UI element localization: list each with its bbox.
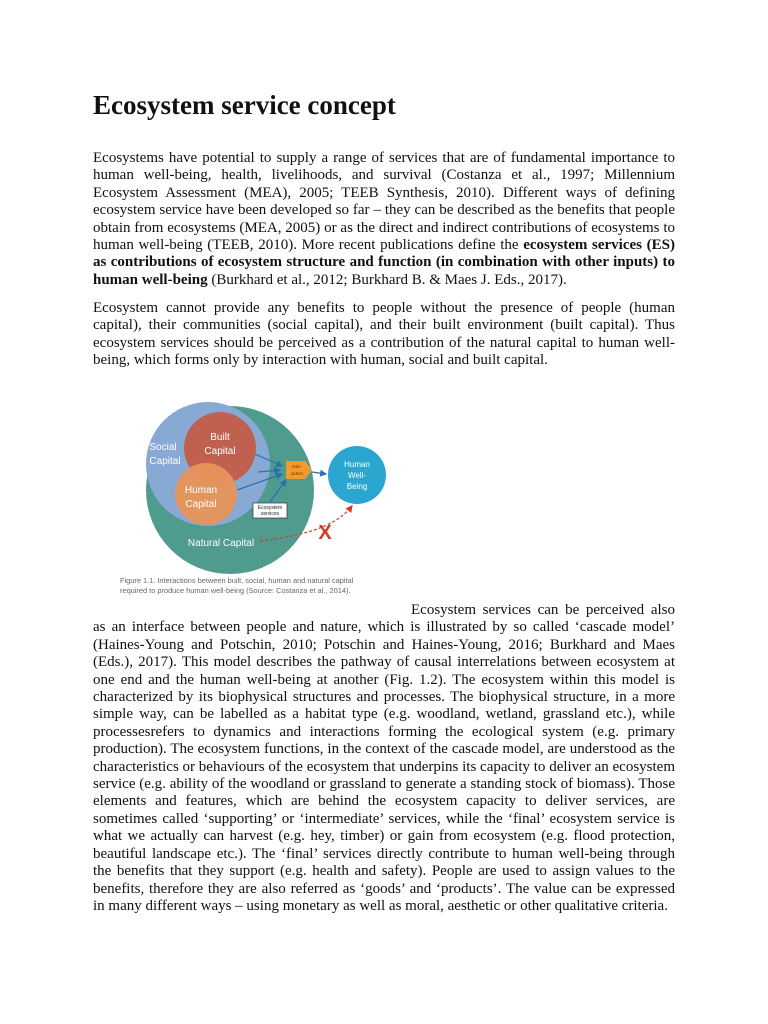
capital-diagram — [120, 390, 390, 576]
human-capital-label-line-1: Human — [184, 485, 218, 496]
human-capital-label-line-2: Capital — [185, 499, 217, 510]
social-capital-label-line-1: Social — [149, 442, 177, 453]
interaction-label-line-1: Inter- — [291, 464, 303, 469]
well-being-label-line-2: Well- — [347, 471, 367, 480]
well-being-label-line-1: Human — [344, 460, 370, 469]
built-capital-label-line-1: Built — [210, 432, 230, 443]
es-definition-bold: ecosystem services (ES) as contributions of ecosystem structure and function (in combination with other inputs) to human well-being — [93, 237, 675, 288]
paragraph-2: Ecosystem cannot provide any benefits to people without the presence of people (human capital), their communities (social capital), and their built environment (built capital). Thus ecosystem services should be perceived as a contribution of the natural capital to human well-being, which forms only by interaction with human, social and built capital. — [93, 300, 675, 369]
paragraph-1-text-a: Ecosystems have potential to supply a range of services that are of fundamental importance to human well-being, health, livelihoods, and survival (Costanza et al., 1997; Millennium Ecosystem Assessment (MEA), 2005; TEEB Synthesis, 2010). Different ways of defining ecosystem service have been developed so far – they can be described as the benefits that people obtain from ecosystems (MEA, 2005) or as the direct and indirect contributions of ecosystems to human well-being (TEEB, 2010). More recent publications define the — [93, 150, 675, 254]
figure-caption-line-2: required to produce human well-being (Source: Costanza et al., 2014). — [120, 586, 351, 595]
paragraph-1-text-b: (Burkhard et al., 2012; Burkhard B. & Maes J. Eds., 2017). — [207, 271, 567, 288]
capital-diagram-figure — [120, 390, 390, 602]
ecosystem-services-label-line-1: Ecosystem — [257, 505, 283, 511]
well-being-label-line-3: Being — [346, 482, 368, 491]
paragraph-1 — [93, 150, 675, 289]
natural-capital-label: Natural Capital — [187, 538, 255, 549]
page-title: Ecosystem service concept — [93, 90, 396, 120]
built-capital-label-line-2: Capital — [204, 446, 236, 457]
social-capital-label-line-2: Capital — [149, 456, 181, 467]
arrow-interaction-to-well-being — [312, 472, 326, 474]
blocked-flow-x-mark: X — [318, 522, 332, 544]
interaction-label-line-2: action — [290, 471, 304, 476]
paragraph-3: Ecosystem services can be perceived also as an interface between people and nature, which is illustrated by so called ‘cascade model’ (Haines-Young and Potschin, 2010; Potschin and Haines-Young, 2016; Burkhard and Maes (Eds.), 2017). This model describes the pathway of causal interrelations between ecosystem at one end and the human well-being at another (Fig. 1.2). The ecosystem within this model is characterized by its biophysical structures and processes. The biophysical structure, in a more simple way, can be labelled as a habitat type (e.g. woodland, wetland, grassland etc.), while processesrefers to dynamics and interactions forming the ecological system (e.g. primary production). The ecosystem functions, in the context of the cascade model, are understood as the characteristics or behaviours of the ecosystem that underpins its capacity to deliver an ecosystem service (e.g. ability of the woodland or grassland to generate a standing stock of biomass). Those elements and features, which are behind the ecosystem capacity to deliver services, are sometimes called ‘supporting’ or ‘intermediate’ services, while the ‘final’ ecosystem service is what we actually can harvest (e.g. hey, timber) or gain from ecosystem (e.g. flood protection, beautiful landscape etc.). The ‘final’ services directly contribute to human well-being through the benefits that they support (e.g. health and safety). People are used to assign values to the benefits, therefore they are also referred as ‘goods’ and ‘products’. The value can be expressed in many different ways – using monetary as well as moral, aesthetic or other qualitative criteria. — [93, 602, 675, 914]
figure-caption-line-1: Figure 1.1. Interactions between built, social, human and natural capital — [120, 576, 354, 585]
ecosystem-services-label-line-2: services — [260, 511, 280, 517]
figure-caption — [120, 576, 390, 596]
